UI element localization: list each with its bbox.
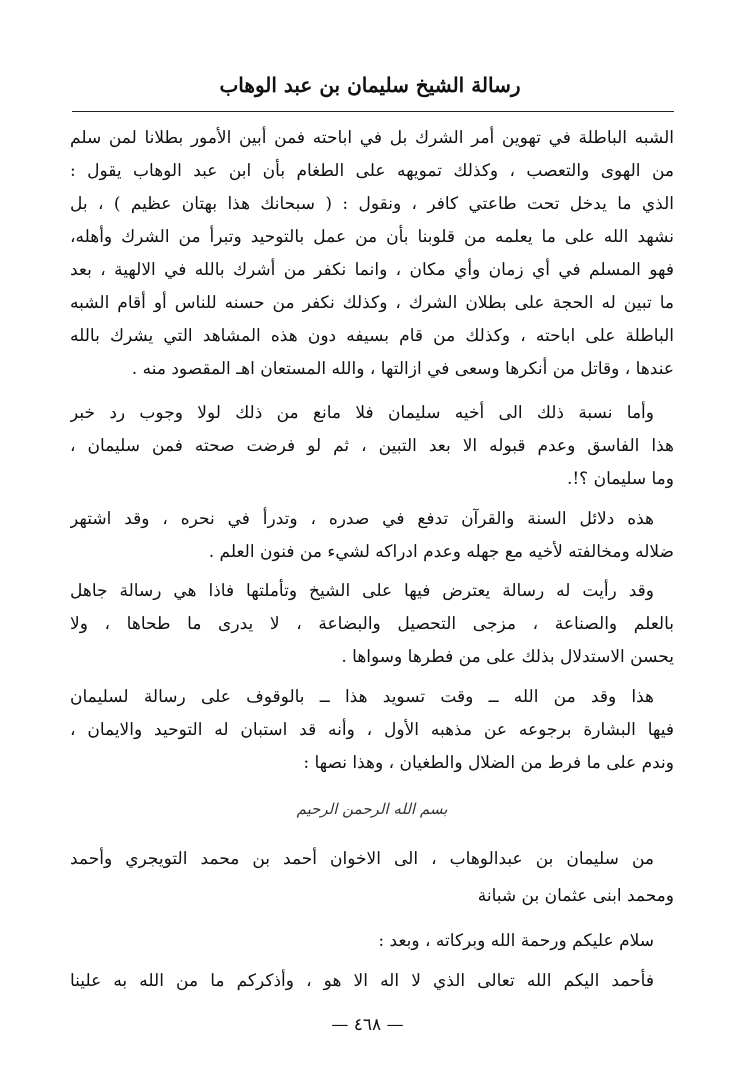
- text-line: ضلاله ومخالفته لأخيه مع جهله وعدم ادراكه لشيء من فنون العلم .: [208, 542, 674, 562]
- text-line: الباطلة على اباحته ، وكذلك من قام بسيفه دون هذه المشاهد التي يشرك بالله: [70, 326, 674, 346]
- text-line: وما سليمان ؟!.: [566, 469, 674, 489]
- text-line: سلام عليكم ورحمة الله وبركاته ، وبعد :: [378, 931, 654, 951]
- text-line: يحسن الاستدلال بذلك على من فطرها وسواها .: [341, 647, 674, 667]
- text-line: وأما نسبة ذلك الى أخيه سليمان فلا مانع من ذلك لولا وجوب رد خبر: [70, 403, 654, 423]
- text-line: بالعلم والصناعة ، مزجى التحصيل والبضاعة ، لا يدرى ما طحاها ، ولا: [70, 614, 674, 634]
- page-body: [70, 0, 674, 1089]
- text-line: نشهد الله على ما يعلمه من قلوبنا بأن من عمل بالتوحيد وتبرأ من الشرك وأهله،: [70, 227, 674, 247]
- text-line: وندم على ما فرط من الضلال والطغيان ، وهذا نصها :: [303, 753, 674, 773]
- page-number: — ٤٦٨ —: [331, 1015, 404, 1035]
- text-line: وقد رأيت له رسالة يعترض فيها على الشيخ وتأملتها فاذا هي رسالة جاهل: [70, 581, 654, 601]
- text-line: ومحمد ابنى عثمان بن شبانة: [477, 886, 674, 906]
- text-line: من الهوى والتعصب ، وكذلك تمويهه على الطغام بأن ابن عبد الوهاب يقول :: [70, 161, 674, 181]
- text-line: هذه دلائل السنة والقرآن تدفع في صدره ، وتدرأ في نحره ، وقد اشتهر: [70, 509, 654, 529]
- text-line: هذا الفاسق وعدم قبوله الا بعد التبين ، ثم لو فرضت صحته فمن سليمان ،: [70, 436, 674, 456]
- text-line: الذي ما يدخل تحت طاعتي كافر ، ونقول : ( سبحانك هذا بهتان عظيم ) ، بل: [70, 194, 674, 214]
- text-line: فيها البشارة برجوعه عن مذهبه الأول ، وأنه قد استبان له التوحيد والايمان ،: [70, 720, 674, 740]
- text-line: الشبه الباطلة في تهوين أمر الشرك بل في اباحته فمن أبين الأمور بطلانا لمن سلم: [70, 128, 674, 148]
- text-line: فأحمد اليكم الله تعالى الذي لا اله الا هو ، وأذكركم ما من الله به علينا: [70, 971, 654, 991]
- page-header-title: رسالة الشيخ سليمان بن عبد الوهاب: [219, 73, 521, 97]
- text-line: من سليمان بن عبدالوهاب ، الى الاخوان أحمد بن محمد التويجري وأحمد: [70, 849, 654, 869]
- basmala: بسم الله الرحمن الرحيم: [296, 800, 448, 818]
- text-line: ما تبين له الحجة على بطلان الشرك ، وكذلك نكفر من حسنه للناس أو أقام الشبه: [70, 293, 674, 313]
- text-line: هذا وقد من الله ــ وقت تسويد هذا ــ بالوقوف على رسالة لسليمان: [70, 687, 654, 707]
- text-line: فهو المسلم في أي زمان وأي مكان ، وانما نكفر من أشرك بالله في الالهية ، بعد: [70, 260, 674, 280]
- text-line: عندها ، وقاتل من أنكرها وسعى في ازالتها ، والله المستعان اهـ المقصود منه .: [131, 359, 674, 379]
